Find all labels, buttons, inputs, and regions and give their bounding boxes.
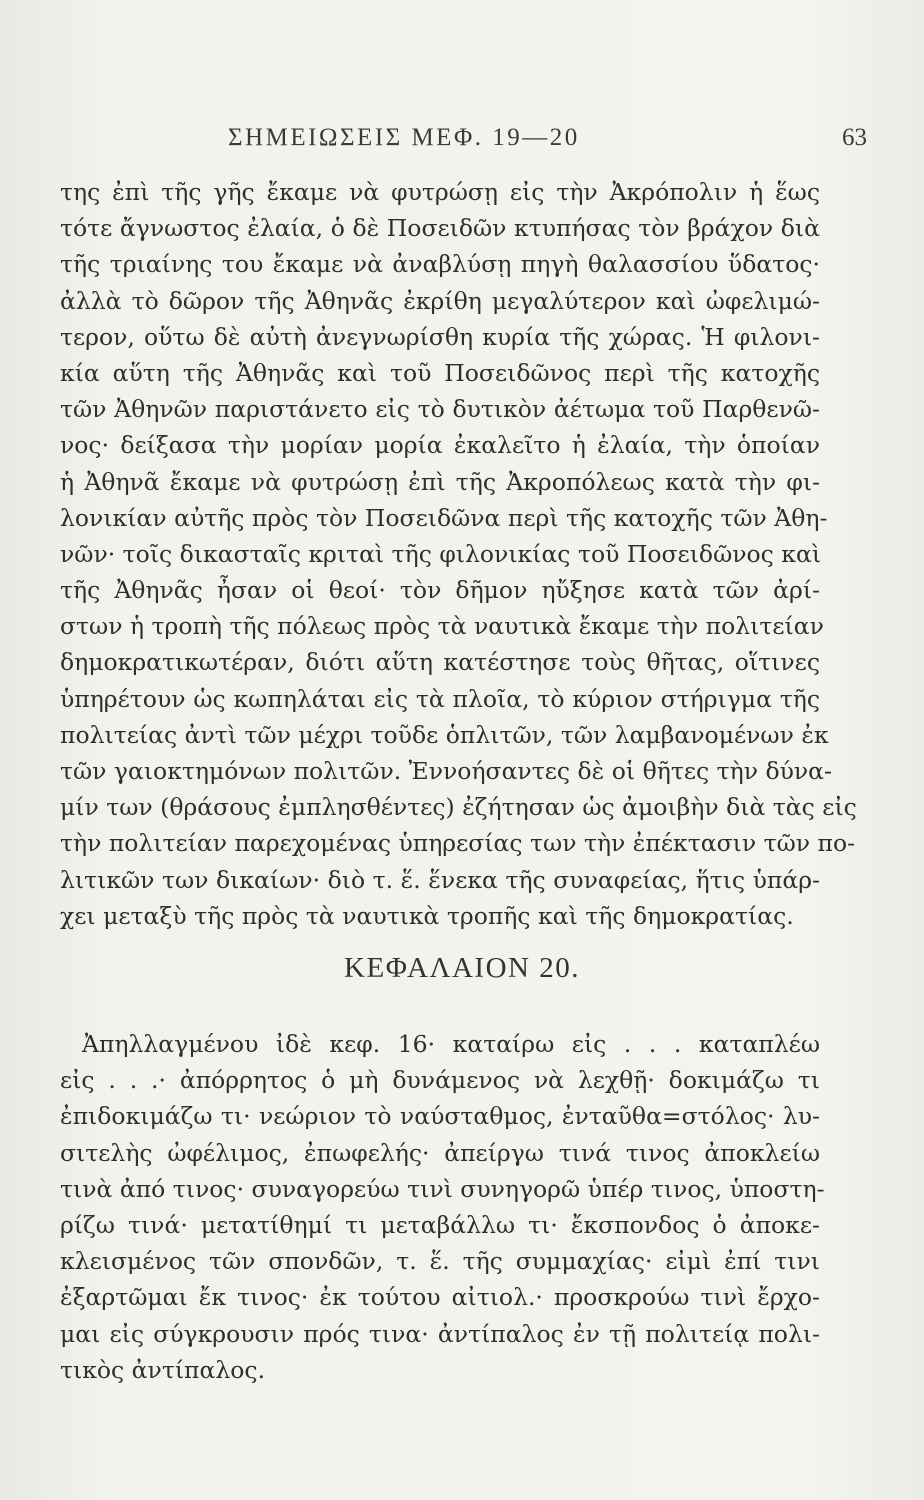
- glossary-line: ρίζω τινά· μετατίθημί τι μεταβάλλω τι· ἔκσπονδος ὁ ἀποκε-: [60, 1210, 820, 1239]
- text-line: πολιτείας ἀντὶ τῶν μέχρι τοῦδε ὁπλιτῶν, τῶν λαμβανομένων ἐκ: [60, 720, 829, 749]
- text-line: τὴν πολιτείαν παρεχομένας ὑπηρεσίας των τὴν ἐπέκτασιν τῶν πο-: [60, 829, 856, 858]
- text-line: της ἐπὶ τῆς γῆς ἔκαμε νὰ φυτρώσῃ εἰς τὴν Ἀκρόπολιν ἡ ἕως: [60, 178, 820, 206]
- text-line: χει μεταξὺ τῆς πρὸς τὰ ναυτικὰ τροπῆς καὶ τῆς δημοκρατίας.: [60, 901, 794, 930]
- text-line: κία αὕτη τῆς Ἀθηνᾶς καὶ τοῦ Ποσειδῶνος περὶ τῆς κατοχῆς: [60, 358, 820, 387]
- text-line: τότε ἄγνωστος ἐλαία, ὁ δὲ Ποσειδῶν κτυπήσας τὸν βράχον διὰ: [60, 214, 820, 243]
- text-line: τῆς Ἀθηνᾶς ἦσαν οἱ θεοί· τὸν δῆμον ηὔξησε κατὰ τῶν ἀρί-: [60, 576, 820, 605]
- text-line: τῶν γαιοκτημόνων πολιτῶν. Ἐννοήσαντες δὲ οἱ θῆτες τὴν δύνα-: [60, 757, 832, 785]
- text-line: νῶν· τοῖς δικασταῖς κριταὶ τῆς φιλονικίας τοῦ Ποσειδῶνος καὶ: [60, 539, 822, 568]
- glossary-line: Ἀπηλλαγμένου ἰδὲ κεφ. 16· καταίρω εἰς . . . καταπλέω: [82, 1030, 820, 1058]
- text-line: τερον, οὕτω δὲ αὐτὴ ἀνεγνωρίσθη κυρία τῆς χώρας. Ἡ φιλονι-: [60, 322, 820, 351]
- text-line: λονικίαν αὐτῆς πρὸς τὸν Ποσειδῶνα περὶ τῆς κατοχῆς τῶν Ἀθη-: [60, 503, 828, 532]
- glossary-line: ἐπιδοκιμάζω τι· νεώριον τὸ ναύσταθμος, ἐνταῦθα=στόλος· λυ-: [60, 1102, 820, 1131]
- text-line: στων ἡ τροπὴ τῆς πόλεως πρὸς τὰ ναυτικὰ ἔκαμε τὴν πολιτείαν: [60, 612, 824, 641]
- running-title: ΣΗΜΕΙΩΣΕΙΣ ΜΕΦ. 19—20: [228, 124, 580, 151]
- notes-paragraph: [60, 174, 857, 934]
- glossary-line: ἐξαρτῶμαι ἔκ τινος· ἐκ τούτου αἰτιολ.· προσκρούω τινὶ ἔρχο-: [60, 1283, 820, 1312]
- text-line: τῆς τριαίνης του ἔκαμε νὰ ἀναβλύσῃ πηγὴ θαλασσίου ὕδατος·: [60, 250, 820, 279]
- glossary-line: μαι εἰς σύγκρουσιν πρός τινα· ἀντίπαλος ἐν τῇ πολιτείᾳ πολι-: [60, 1319, 820, 1348]
- glossary-line: σιτελὴς ὠφέλιμος, ἐπωφελής· ἀπείργω τινά τινος ἀποκλείω: [60, 1138, 820, 1167]
- glossary-line: τινὰ ἀπό τινος· συναγορεύω τινὶ συνηγορῶ ὑπέρ τινος, ὑποστη-: [60, 1174, 825, 1203]
- text-line: δημοκρατικωτέραν, διότι αὕτη κατέστησε τοὺς θῆτας, οἵτινες: [60, 648, 820, 677]
- text-line: μίν των (θράσους ἐμπλησθέντες) ἐζήτησαν ὡς ἀμοιβὴν διὰ τὰς εἰς: [60, 793, 857, 822]
- glossary-line: τικὸς ἀντίπαλος.: [60, 1355, 266, 1384]
- text-line: τῶν Ἀθηνῶν παριστάνετο εἰς τὸ δυτικὸν ἀέτωμα τοῦ Παρθενῶ-: [60, 395, 820, 424]
- text-line: νος· δείξασα τὴν μορίαν μορία ἐκαλεῖτο ἡ ἐλαία, τὴν ὁποίαν: [60, 431, 820, 460]
- glossary-paragraph: [60, 1026, 825, 1388]
- glossary-line: εἰς . . .· ἀπόρρητος ὁ μὴ δυνάμενος νὰ λεχθῇ· δοκιμάζω τι: [60, 1066, 820, 1095]
- page-number: 63: [842, 124, 867, 151]
- text-line: λιτικῶν των δικαίων· διὸ τ. ἕ. ἕνεκα τῆς συναφείας, ἥτις ὑπάρ-: [60, 865, 820, 894]
- text-line: ὑπηρέτουν ὡς κωπηλάται εἰς τὰ πλοῖα, τὸ κύριον στήριγμα τῆς: [60, 684, 820, 713]
- text-line: ἡ Ἀθηνᾶ ἔκαμε νὰ φυτρώσῃ ἐπὶ τῆς Ἀκροπόλεως κατὰ τὴν φι-: [60, 467, 820, 496]
- text-line: ἀλλὰ τὸ δῶρον τῆς Ἀθηνᾶς ἐκρίθη μεγαλύτερον καὶ ὠφελιμώ-: [60, 286, 820, 315]
- running-header: [0, 118, 924, 158]
- chapter-heading: ΚΕΦΑΛΑΙΟΝ 20.: [344, 952, 580, 984]
- glossary-line: κλεισμένος τῶν σπονδῶν, τ. ἕ. τῆς συμμαχίας· εἰμὶ ἐπί τινι: [60, 1247, 820, 1276]
